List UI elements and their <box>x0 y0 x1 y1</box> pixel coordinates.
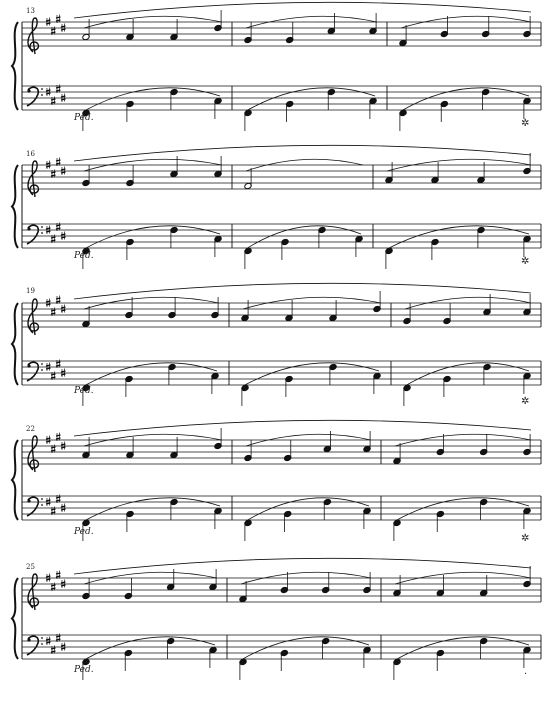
measure-number-25: 25 <box>26 563 35 571</box>
pedal-marking: Ped. <box>74 386 94 396</box>
bass-slur <box>246 498 369 521</box>
treble-clef-icon <box>28 436 39 472</box>
bass-clef-icon <box>41 498 43 500</box>
bass-slur <box>84 498 220 521</box>
brace <box>12 440 18 520</box>
treble-clef-icon <box>28 299 39 335</box>
phrase-slur <box>74 145 531 161</box>
brace <box>12 578 18 659</box>
treble-clef-icon <box>28 18 39 54</box>
treble-clef-icon <box>28 161 39 197</box>
phrase-slur <box>74 558 531 574</box>
bass-slur <box>387 226 529 249</box>
bass-clef-icon <box>41 363 43 365</box>
bass-clef-icon <box>41 88 43 90</box>
bass-clef-icon <box>27 227 30 230</box>
measure-number-19: 19 <box>26 287 35 295</box>
pedal-marking: Ped. <box>74 527 94 537</box>
measure-number-16: 16 <box>26 150 35 158</box>
bass-clef-icon <box>41 226 43 228</box>
bass-slur <box>243 363 379 386</box>
phrase-slur <box>74 420 531 436</box>
pedal-release-icon: ✲ <box>521 256 530 267</box>
pedal-release-icon: . <box>524 666 528 677</box>
bass-slur <box>241 637 369 660</box>
brace <box>12 165 18 248</box>
bass-slur <box>84 637 215 660</box>
bass-clef-icon <box>27 364 30 367</box>
pedal-release-icon: ✲ <box>521 396 530 407</box>
bass-slur <box>395 637 529 660</box>
bass-clef-icon <box>41 232 43 234</box>
bass-clef-icon <box>41 637 43 639</box>
bass-clef-icon <box>41 94 43 96</box>
measure-number-13: 13 <box>26 7 35 15</box>
pedal-release-icon: ✲ <box>521 533 530 544</box>
bass-clef-icon <box>27 499 30 502</box>
phrase-slur <box>74 2 531 18</box>
bass-slur <box>84 363 217 386</box>
pedal-marking: Ped. <box>74 251 94 261</box>
bass-slur <box>246 226 361 249</box>
brace <box>12 22 18 110</box>
bass-slur <box>84 226 220 249</box>
pedal-marking: Ped. <box>74 665 94 675</box>
measure-number-22: 22 <box>26 425 35 433</box>
bass-slur <box>401 88 529 111</box>
brace <box>12 303 18 385</box>
pedal-release-icon: ✲ <box>521 118 530 129</box>
bass-slur <box>405 363 529 386</box>
bass-slur <box>84 88 220 111</box>
bass-clef-icon <box>41 643 43 645</box>
pedal-marking: Ped. <box>74 113 94 123</box>
phrase-slur <box>74 283 531 299</box>
bass-clef-icon <box>27 638 30 641</box>
treble-clef-icon <box>28 574 39 610</box>
bass-clef-icon <box>27 89 30 92</box>
bass-clef-icon <box>41 369 43 371</box>
bass-slur <box>395 498 529 521</box>
bass-slur <box>246 88 375 111</box>
bass-clef-icon <box>41 504 43 506</box>
